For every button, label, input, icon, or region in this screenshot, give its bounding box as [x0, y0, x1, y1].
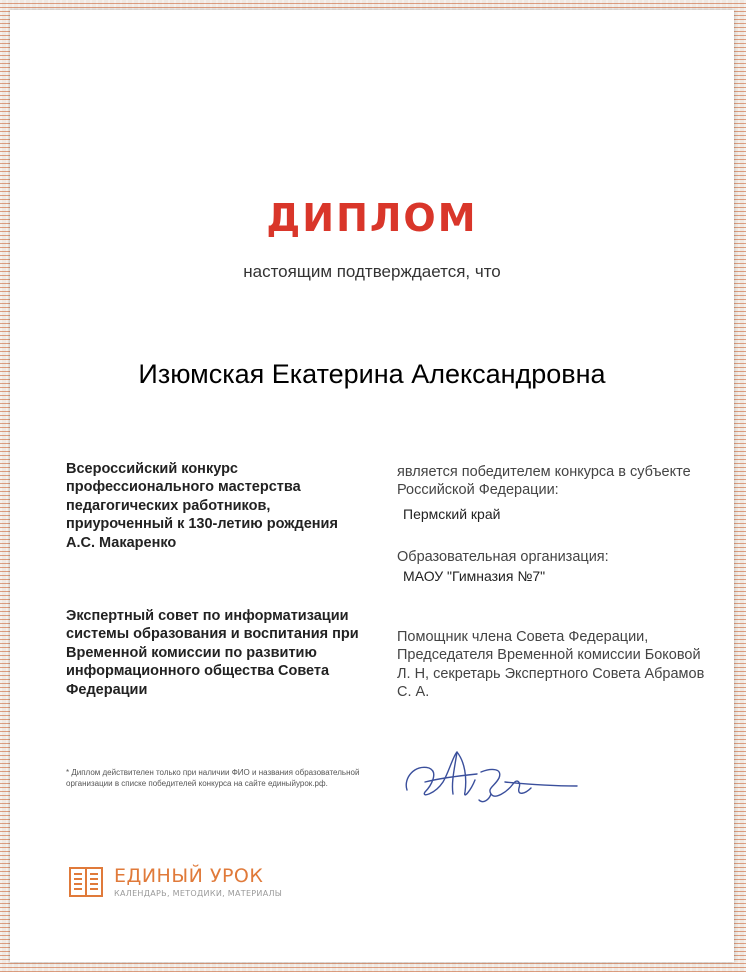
diploma-title: ДИПЛОМ	[266, 196, 478, 240]
signature-image	[395, 742, 585, 817]
book-icon	[68, 865, 104, 904]
council-name: Экспертный совет по информатизации системы образования и воспитания при Временной комиссии по развитию информационного общества Совета Федерации	[66, 608, 359, 698]
signers-text: Помощник члена Совета Федерации, Председателя Временной комиссии Боковой Л. Н, секретарь Экспертного Совета Абрамов С. А.	[397, 629, 705, 701]
recipient-name: Изюмская Екатерина Александровна	[138, 359, 606, 389]
brand-logo	[114, 865, 282, 898]
winner-status: является победителем конкурса в субъекте Российской Федерации:	[397, 464, 691, 499]
organization-name: МАОУ "Гимназия №7"	[403, 568, 546, 584]
brand-tagline: КАЛЕНДАРЬ, МЕТОДИКИ, МАТЕРИАЛЫ	[114, 889, 283, 898]
organization-label: Образовательная организация:	[397, 549, 609, 565]
region-value: Пермский край	[403, 506, 501, 522]
diploma-subtitle: настоящим подтверждается, что	[243, 262, 501, 281]
contest-name: Всероссийский конкурс профессионального мастерства педагогических работников, приуроченный к 130-летию рождения А.С. Макаренко	[66, 461, 338, 551]
brand-name: ЕДИНЫЙ УРОК	[114, 865, 264, 887]
diploma-sheet	[10, 10, 734, 962]
validity-footnote: * Диплом действителен только при наличии ФИО и названия образовательной организации в списке победителей конкурса на сайте единыйурок.рф.	[66, 768, 360, 788]
